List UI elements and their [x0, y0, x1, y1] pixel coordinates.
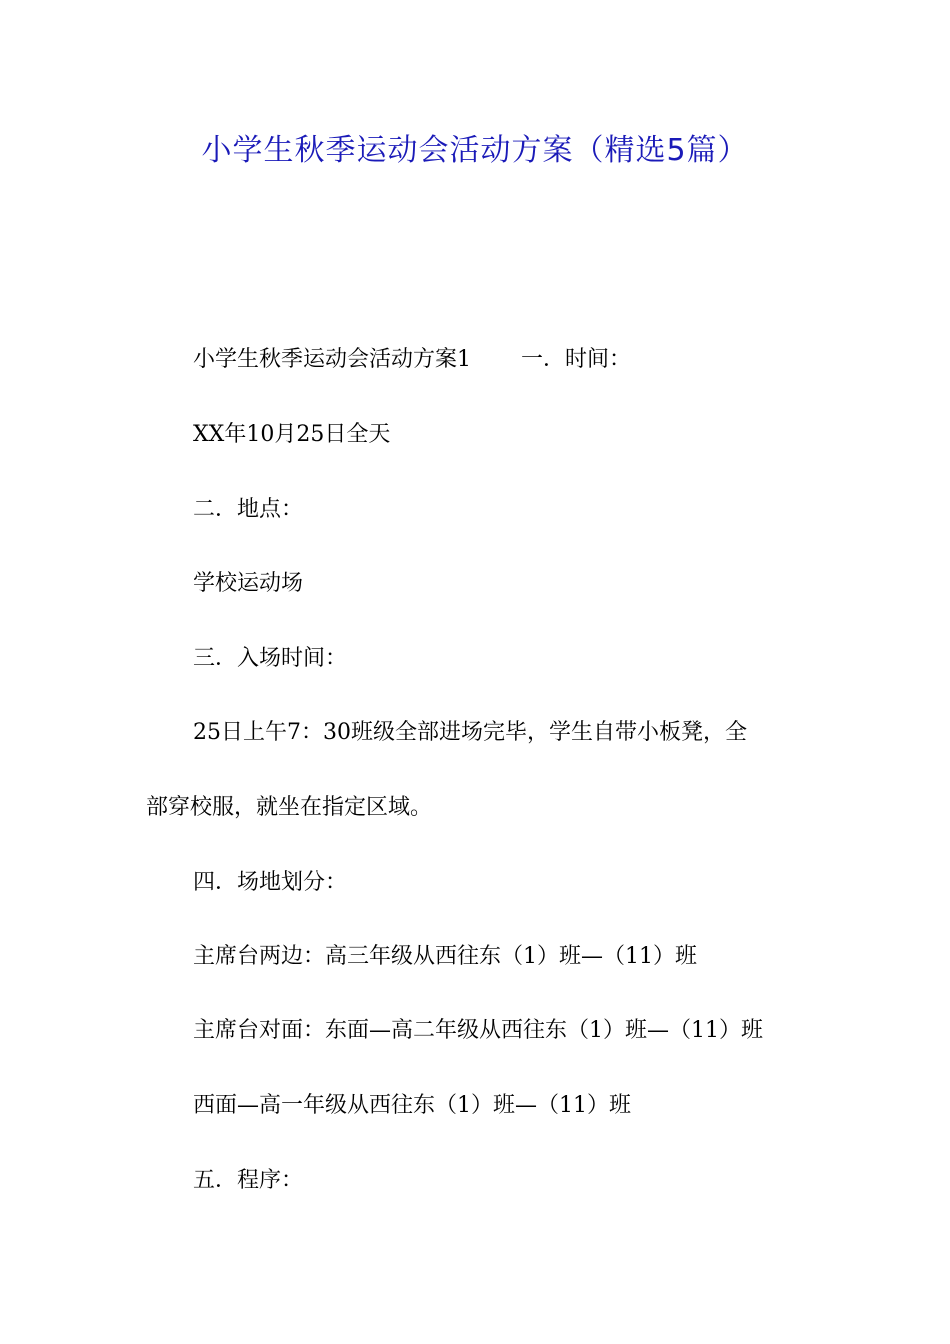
section-time-heading: 一．时间：: [521, 347, 632, 372]
section-entry-time-heading: 三．入场时间：: [193, 646, 348, 671]
document-title: 小学生秋季运动会活动方案（精选5篇）: [201, 133, 749, 168]
section-location-heading: 二．地点：: [193, 497, 304, 522]
section-venue-division-heading: 四．场地划分：: [193, 870, 348, 895]
section-procedure-heading: 五．程序：: [193, 1168, 304, 1193]
entry-time-text-line2: 部穿校服，就坐在指定区域。: [146, 795, 433, 820]
location-text: 学校运动场: [193, 571, 304, 596]
plan-heading-line: [193, 345, 631, 375]
date-text: XX年10月25日全天: [193, 422, 391, 447]
plan-heading: 小学生秋季运动会活动方案1: [193, 347, 471, 372]
venue-division-rostrum-opposite-east: 主席台对面：东面—高二年级从西往东（1）班—（11）班: [193, 1018, 763, 1043]
entry-time-text-line1: 25日上午7：30班级全部进场完毕，学生自带小板凳，全: [193, 720, 747, 745]
venue-division-rostrum-opposite-west: 西面—高一年级从西往东（1）班—（11）班: [193, 1093, 631, 1118]
venue-division-rostrum-sides: 主席台两边：高三年级从西往东（1）班—（11）班: [193, 944, 697, 969]
